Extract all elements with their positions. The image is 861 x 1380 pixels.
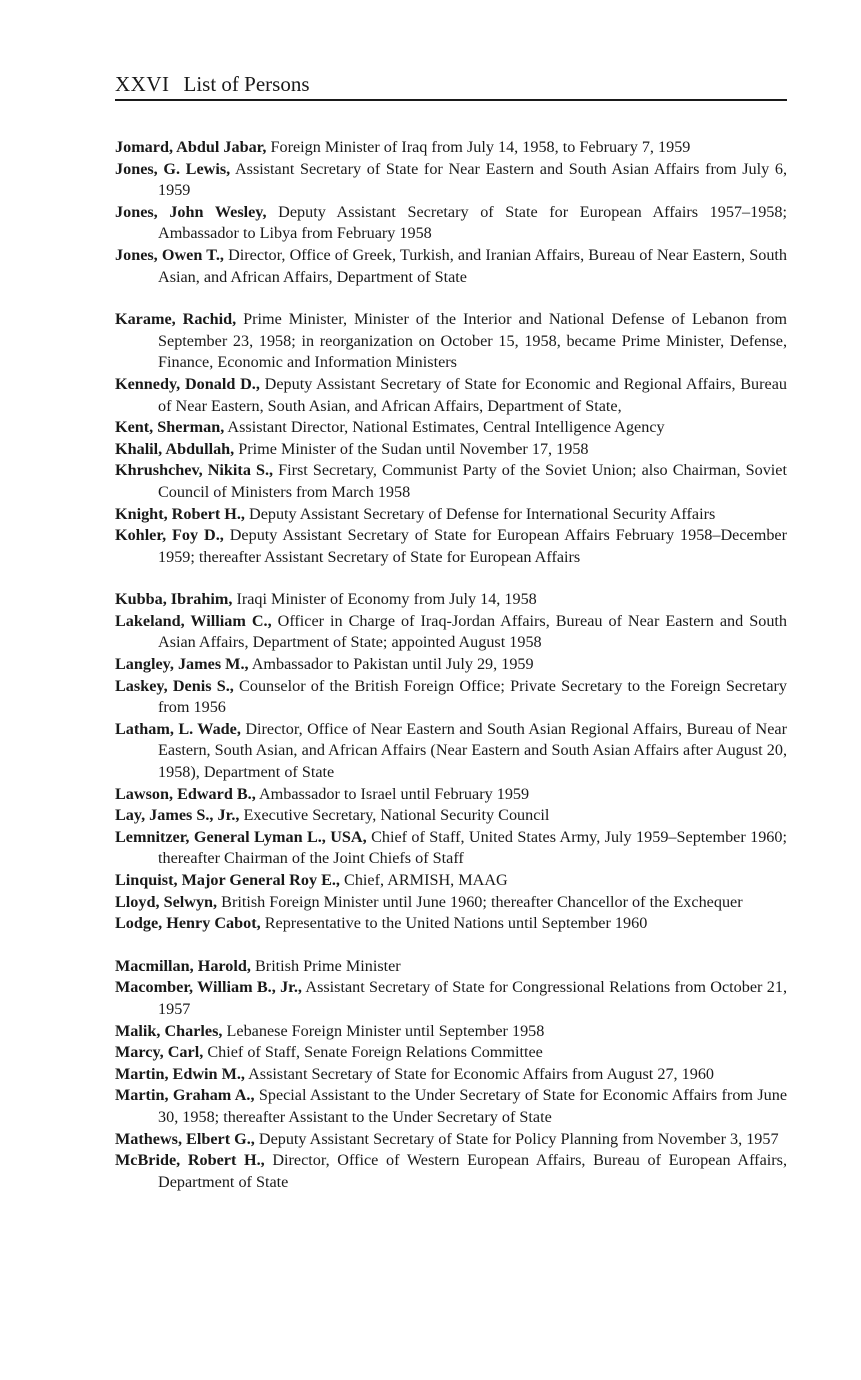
person-entry	[115, 654, 787, 676]
person-name: Laskey, Denis S.,	[115, 676, 234, 695]
person-entry	[115, 1064, 787, 1086]
person-description: Chief, ARMISH, MAAG	[344, 871, 508, 889]
person-entry	[115, 439, 787, 461]
person-name: Malik, Charles,	[115, 1021, 223, 1040]
person-entry	[115, 589, 787, 611]
person-entry	[115, 1150, 787, 1193]
person-name: Martin, Graham A.,	[115, 1086, 255, 1105]
person-entry	[115, 956, 787, 978]
person-entry	[115, 611, 787, 654]
person-name: Lloyd, Selwyn,	[115, 892, 218, 911]
person-description: Assistant Secretary of State for Congressional Relations from October 21, 1957	[158, 978, 787, 1018]
person-description: Lebanese Foreign Minister until September 1958	[226, 1021, 545, 1040]
person-name: Jomard, Abdul Jabar,	[115, 138, 267, 156]
section-gap	[115, 288, 787, 309]
section-gap	[115, 935, 787, 956]
person-description: Prime Minister, Minister of the Interior and National Defense of Lebanon from September 23, 1958; in reorganization on October 15, 1958, became Prime Minister, Defense, Finance, Economic and Information Ministers	[158, 310, 788, 372]
person-name: Kohler, Foy D.,	[115, 526, 224, 545]
person-description: Assistant Director, National Estimates, Central Intelligence Agency	[227, 418, 665, 437]
person-entry	[115, 309, 787, 374]
person-description: Chief of Staff, Senate Foreign Relations Committee	[207, 1043, 543, 1062]
person-entry	[115, 1129, 787, 1151]
person-description: British Prime Minister	[255, 956, 401, 975]
page-number: XXVI	[115, 72, 170, 96]
person-entry	[115, 1042, 787, 1064]
person-description: Director, Office of Greek, Turkish, and Iranian Affairs, Bureau of Near Eastern, South Asian, and African Affairs, Department of State	[158, 245, 788, 286]
person-entry	[115, 202, 787, 245]
person-name: Karame, Rachid,	[115, 310, 237, 329]
person-description: Deputy Assistant Secretary of State for European Affairs 1957–1958; Ambassador to Libya from February 1958	[158, 202, 787, 243]
person-entry	[115, 913, 787, 935]
person-entry	[115, 827, 787, 870]
person-name: Mathews, Elbert G.,	[115, 1129, 255, 1148]
person-description: British Foreign Minister until June 1960; thereafter Chancellor of the Exchequer	[221, 892, 743, 911]
person-entry	[115, 977, 787, 1020]
person-description: Assistant Secretary of State for Economic Affairs from August 27, 1960	[248, 1064, 715, 1083]
person-name: Lakeland, William C.,	[115, 611, 272, 630]
person-name: Kubba, Ibrahim,	[115, 590, 233, 609]
person-description: Officer in Charge of Iraq-Jordan Affairs, Bureau of Near Eastern and South Asian Affairs, Department of State; appointed August 1958	[158, 611, 788, 652]
person-entry	[115, 892, 787, 914]
person-entry	[115, 1021, 787, 1043]
page	[115, 72, 787, 1193]
person-name: Jones, John Wesley,	[115, 202, 267, 221]
person-name: Kennedy, Donald D.,	[115, 374, 260, 393]
person-description: Chief of Staff, United States Army, July 1959–September 1960; thereafter Chairman of the Joint Chiefs of Staff	[158, 827, 787, 868]
person-entry	[115, 719, 787, 784]
person-name: Jones, Owen T.,	[115, 245, 224, 264]
person-entry	[115, 870, 787, 892]
person-description: Iraqi Minister of Economy from July 14, 1958	[236, 590, 537, 609]
person-name: Latham, L. Wade,	[115, 719, 241, 738]
section-gap	[115, 568, 787, 589]
person-description: Special Assistant to the Under Secretary of State for Economic Affairs from June 30, 1958; thereafter Assistant to the Under Secretary of State	[158, 1086, 788, 1126]
person-entry	[115, 504, 787, 526]
person-name: Macomber, William B., Jr.,	[115, 978, 302, 997]
person-description: Deputy Assistant Secretary of Defense for International Security Affairs	[249, 504, 716, 523]
person-description: Foreign Minister of Iraq from July 14, 1958, to February 7, 1959	[270, 138, 691, 156]
person-entry	[115, 525, 787, 568]
person-name: Khalil, Abdullah,	[115, 439, 235, 458]
person-name: Jones, G. Lewis,	[115, 159, 231, 178]
person-description: Executive Secretary, National Security Council	[243, 806, 550, 825]
person-description: Deputy Assistant Secretary of State for European Affairs February 1958–December 1959; thereafter Assistant Secretary of State for European Affairs	[158, 526, 787, 566]
person-entry	[115, 137, 787, 159]
person-name: Lawson, Edward B.,	[115, 784, 256, 803]
person-description: Ambassador to Pakistan until July 29, 1959	[251, 655, 534, 674]
person-entry	[115, 805, 787, 827]
person-entry	[115, 784, 787, 806]
person-entry	[115, 460, 787, 503]
person-name: Lodge, Henry Cabot,	[115, 914, 261, 933]
person-name: Marcy, Carl,	[115, 1043, 204, 1062]
running-header	[115, 72, 787, 101]
person-entry	[115, 1085, 787, 1128]
person-description: Deputy Assistant Secretary of State for Economic and Regional Affairs, Bureau of Near Eastern, South Asian, and African Affairs, Department of State,	[158, 374, 787, 415]
person-name: Lemnitzer, General Lyman L., USA,	[115, 827, 367, 846]
persons-list	[115, 137, 787, 1193]
page-title: List of Persons	[183, 72, 310, 96]
person-name: Lay, James S., Jr.,	[115, 806, 240, 825]
person-entry	[115, 245, 787, 288]
person-description: Assistant Secretary of State for Near Eastern and South Asian Affairs from July 6, 1959	[158, 159, 787, 200]
person-description: Director, Office of Western European Affairs, Bureau of European Affairs, Department of State	[158, 1151, 787, 1191]
person-description: Counselor of the British Foreign Office; Private Secretary to the Foreign Secretary from 1956	[158, 676, 787, 717]
person-entry	[115, 374, 787, 417]
person-name: Khrushchev, Nikita S.,	[115, 461, 274, 480]
person-name: Martin, Edwin M.,	[115, 1064, 245, 1083]
person-description: First Secretary, Communist Party of the Soviet Union; also Chairman, Soviet Council of Ministers from March 1958	[158, 461, 787, 501]
person-description: Representative to the United Nations until September 1960	[264, 914, 648, 933]
person-description: Prime Minister of the Sudan until November 17, 1958	[238, 439, 589, 458]
person-name: Kent, Sherman,	[115, 418, 225, 437]
person-description: Deputy Assistant Secretary of State for Policy Planning from November 3, 1957	[258, 1129, 779, 1148]
person-description: Ambassador to Israel until February 1959	[258, 784, 530, 803]
person-name: Macmillan, Harold,	[115, 956, 251, 975]
person-name: Linquist, Major General Roy E.,	[115, 871, 340, 889]
person-entry	[115, 159, 787, 202]
person-description: Director, Office of Near Eastern and South Asian Regional Affairs, Bureau of Near Eastern, South Asian, and African Affairs (Near Eastern and South Asian Affairs after August 20, 1958), Department of State	[158, 719, 788, 782]
person-entry	[115, 676, 787, 719]
person-name: Langley, James M.,	[115, 655, 249, 674]
person-entry	[115, 417, 787, 439]
person-name: McBride, Robert H.,	[115, 1151, 265, 1170]
person-name: Knight, Robert H.,	[115, 504, 245, 523]
